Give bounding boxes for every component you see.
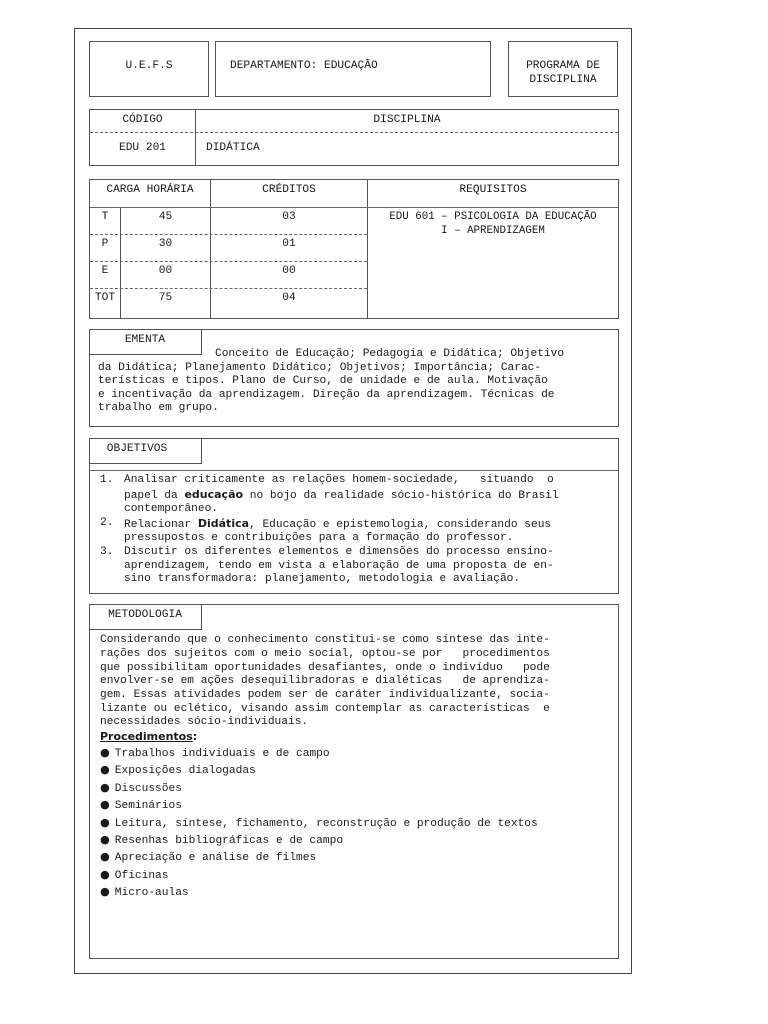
bullet-icon: ●	[100, 763, 110, 777]
requirement-line1: EDU 601 – PSICOLOGIA DA EDUCAÇÃO	[389, 211, 597, 223]
discipline-label: DISCIPLINA	[373, 114, 441, 126]
code-label: CÓDIGO	[122, 114, 163, 126]
program-document	[74, 28, 632, 974]
hours-label: CARGA HORÁRIA	[106, 184, 194, 196]
metodologia-label: METODOLOGIA	[108, 609, 182, 621]
objectives-list	[100, 474, 608, 587]
program-title-line2: DISCIPLINA	[529, 74, 597, 86]
methodology-line: lizante ou eclético, visando assim contemplar as características e	[100, 703, 550, 715]
objective-item: 1. Analisar criticamente as relações homem-sociedade, situando o papel da educação no bojo da realidade sócio-histórica do Brasil contemporâneo.	[100, 474, 559, 516]
ementa-label: EMENTA	[124, 334, 166, 346]
procedure-item: ● Apreciação e análise de filmes	[100, 850, 317, 865]
ementa-box	[89, 329, 619, 427]
procedure-item: ● Exposições dialogadas	[100, 763, 256, 778]
bullet-icon: ●	[100, 798, 110, 812]
requirement-line2: I – APRENDIZAGEM	[441, 225, 545, 237]
methodology-line: necessidades sócio-individuais.	[100, 716, 309, 728]
department-box	[215, 41, 491, 97]
methodology-line: que possibilitam oportunidades desafiantes, onde o indivíduo pode	[100, 662, 550, 674]
institution-box	[89, 41, 209, 97]
methodology-line: gem. Essas atividades podem ser de caráter individualizante, socia-	[100, 689, 550, 701]
row-credits: 03	[282, 211, 296, 223]
metodologia-box	[89, 604, 619, 959]
procedures-list	[100, 745, 600, 902]
procedure-item: ● Discussões	[100, 780, 182, 795]
row-hours: 75	[158, 292, 173, 304]
department-name: DEPARTAMENTO: EDUCAÇÃO	[230, 60, 378, 72]
objetivos-box	[89, 438, 619, 594]
procedure-item: ● Seminários	[100, 798, 182, 813]
bullet-icon: ●	[100, 833, 110, 847]
methodology-line: Considerando que o conhecimento constitui-se como síntese das inte-	[100, 634, 550, 646]
row-type: E	[101, 265, 109, 277]
row-hours: 30	[158, 238, 173, 250]
credits-label: CRÉDITOS	[262, 184, 316, 196]
load-box	[89, 179, 619, 319]
objective-item: 2. Relacionar Didática, Educação e epistemologia, considerando seus pressupostos e contribuições para a formação do professor.	[100, 516, 552, 545]
procedure-item: ● Resenhas bibliográficas e de campo	[100, 833, 344, 848]
bullet-icon: ●	[100, 867, 110, 881]
program-title-line1: PROGRAMA DE	[526, 60, 600, 72]
course-box	[89, 109, 619, 166]
row-type: P	[101, 238, 109, 250]
ementa-line: terísticas e tipos. Plano de Curso, de unidade e de aula. Motivação	[98, 375, 548, 387]
ementa-line: trabalho em grupo.	[98, 402, 219, 414]
program-box	[508, 41, 618, 97]
row-credits: 01	[282, 238, 296, 250]
row-hours: 00	[158, 265, 173, 277]
procedure-item: ● Micro-aulas	[100, 885, 189, 900]
row-type: TOT	[94, 292, 116, 304]
course-code: EDU 201	[119, 142, 166, 154]
procedures-heading: Procedimentos:	[100, 730, 198, 743]
objective-item: 3. Discutir os diferentes elementos e dimensões do processo ensino- aprendizagem, tendo em vista a elaboração de uma proposta de en- sino transformadora: planejamento, metodologia e avaliação.	[100, 545, 554, 586]
methodology-line: rações dos sujeitos com o meio social, optou-se por procedimentos	[100, 648, 550, 660]
objetivos-label: OBJETIVOS	[106, 443, 168, 455]
ementa-line: Conceito de Educação; Pedagogia e Didática; Objetivo	[215, 348, 565, 360]
procedure-item: ● Leitura, síntese, fichamento, reconstrução e produção de textos	[100, 815, 538, 830]
row-credits: 00	[282, 265, 296, 277]
course-discipline: DIDÁTICA	[206, 142, 260, 154]
bullet-icon: ●	[100, 780, 110, 794]
row-hours: 45	[158, 211, 173, 223]
procedure-item: ● Trabalhos individuais e de campo	[100, 746, 330, 760]
requirements-label: REQUISITOS	[459, 184, 527, 196]
bullet-icon: ●	[100, 850, 110, 864]
ementa-line: e incentivação da aprendizagem. Direção da aprendizagem. Técnicas de	[98, 389, 555, 401]
methodology-line: envolver-se em ações desequilibradoras e dialéticas de aprendiza-	[100, 675, 550, 687]
bullet-icon: ●	[100, 815, 110, 829]
ementa-line: da Didática; Planejamento Didático; Objetivos; Importância; Carac-	[98, 362, 542, 374]
institution-name: U.E.F.S	[125, 60, 173, 72]
bullet-icon: ●	[100, 746, 110, 759]
row-credits: 04	[282, 292, 296, 304]
row-type: T	[101, 211, 109, 223]
bullet-icon: ●	[100, 885, 110, 899]
bold-term: educação	[184, 487, 244, 501]
bold-term: Didática	[197, 516, 250, 530]
procedure-item: ● Oficinas	[100, 867, 169, 882]
